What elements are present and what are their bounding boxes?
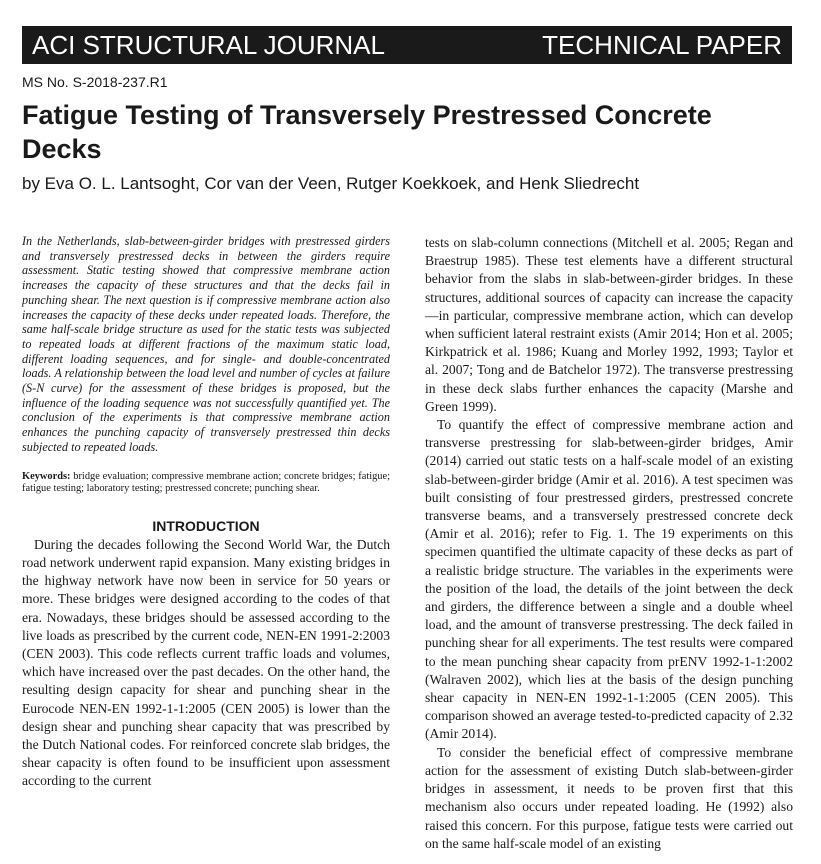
keywords-text: bridge evaluation; compressive membrane action; concrete bridges; fatigue; fatigue testing; laboratory testing; prestressed concrete; punching shear.: [22, 470, 390, 495]
journal-banner: [22, 26, 792, 64]
body-paragraph-2: To quantify the effect of compressive membrane action and transverse prestressing for slab-between-girder bridges, Amir (2014) carried out static tests on a half-scale model of an existing slab-between-girder bridge (Amir et al. 2016). A test specimen was built consisting of four prestressed girders, prestressed concrete transverse beams, and a transversely prestressed concrete deck (Amir et al. 2016); refer to Fig. 1. The 19 experiments on this specimen quantified the ultimate capacity of these decks as part of a realistic bridge structure. The variables in the experiments were the position of the load, the details of the joint between the deck and girders, the difference between a single and a double wheel load, and the amount of transverse prestressing. The deck failed in punching shear for all experiments. The test results were compared to the mean punching shear capacity from prENV 1992-1-1:2002 (Walraven 2002), which lies at the basis of the design punching shear capacity in NEN-EN 1992-1-1:2005 (CEN 2005). This comparison showed an average tested-to-predicted capacity of 2.32 (Amir 2014).: [425, 417, 793, 742]
body-paragraph-3: To consider the beneficial effect of compressive membrane action for the assessment of existing Dutch slab-between-girder bridges in assessment, it needs to be proven first that this mechanism also occurs under repeated loading. He (1992) also raised this concern. For this purpose, fatigue tests were carried out on the same half-scale model of an existing: [425, 744, 793, 851]
paper-type: TECHNICAL PAPER: [542, 30, 782, 60]
right-column: [425, 234, 793, 853]
keywords: [22, 471, 390, 496]
left-column: [22, 234, 390, 791]
abstract: In the Netherlands, slab-between-girder bridges with prestressed girders and transversely prestressed decks in between the girders require assessment. Static testing showed that compressive membrane action increases the capacity of these structures and that the decks fail in punching shear. The next question is if compressive membrane action also increases the capacity of these decks under repeated loads. Therefore, the same half-scale bridge structure as used for the static tests was subjected to repeated loads at different fractions of the maximum static load, different loading sequences, and for single- and double-concentrated loads. A relationship between the load level and number of cycles at failure (S-N curve) for the assessment of these bridges is proposed, but the influence of the loading sequence was not successfully quantified yet. The conclusion of the experiments is that compressive membrane action enhances the punching capacity of transversely prestressed thin decks subjected to repeated loads.: [22, 234, 390, 454]
introduction-paragraph: During the decades following the Second World War, the Dutch road network underwent rapid expansion. Many existing bridges in the highway network have now been in service for 50 years or more. These bridges were designed according to the codes of that era. Nowadays, these bridges should be assessed according to the live loads as prescribed by the current code, NEN-EN 1991-2:2003 (CEN 2003). This code reflects current traffic loads and volumes, which have increased over the past decades. On the other hand, the resulting design capacity for shear and punching shear in the Eurocode NEN-EN 1992-1-1:2005 (CEN 2005) is lower than the design shear and punching shear capacity that was prescribed by the Dutch National codes. For reinforced concrete slab bridges, the shear capacity is often found to be insufficient upon assessment according to the current: [22, 536, 390, 789]
body-paragraph-1: tests on slab-column connections (Mitchell et al. 2005; Regan and Braestrup 1985). These test elements have a different structural behavior from the slabs in slab-between-girder bridges. In these structures, additional sources of capacity can increase the capacity—in particular, compressive membrane action, which can develop when sufficient lateral restraint exists (Amir 2014; Hon et al. 2005; Kirkpatrick et al. 1986; Kuang and Morley 1992, 1993; Taylor et al. 2007; Tong and de Batchelor 1972). The transverse prestressing in these deck slabs further enhances the capacity (Marshe and Green 1999).: [425, 235, 793, 414]
keywords-label: Keywords:: [22, 470, 71, 482]
author-list: by Eva O. L. Lantsoght, Cor van der Veen, Rutger Koekkoek, and Henk Sliedrecht: [22, 174, 640, 193]
introduction-heading: INTRODUCTION: [152, 517, 260, 534]
manuscript-number: MS No. S-2018-237.R1: [22, 74, 168, 90]
paper-title: Fatigue Testing of Transversely Prestressed Concrete Decks: [22, 100, 712, 164]
journal-name: ACI STRUCTURAL JOURNAL: [32, 30, 385, 60]
